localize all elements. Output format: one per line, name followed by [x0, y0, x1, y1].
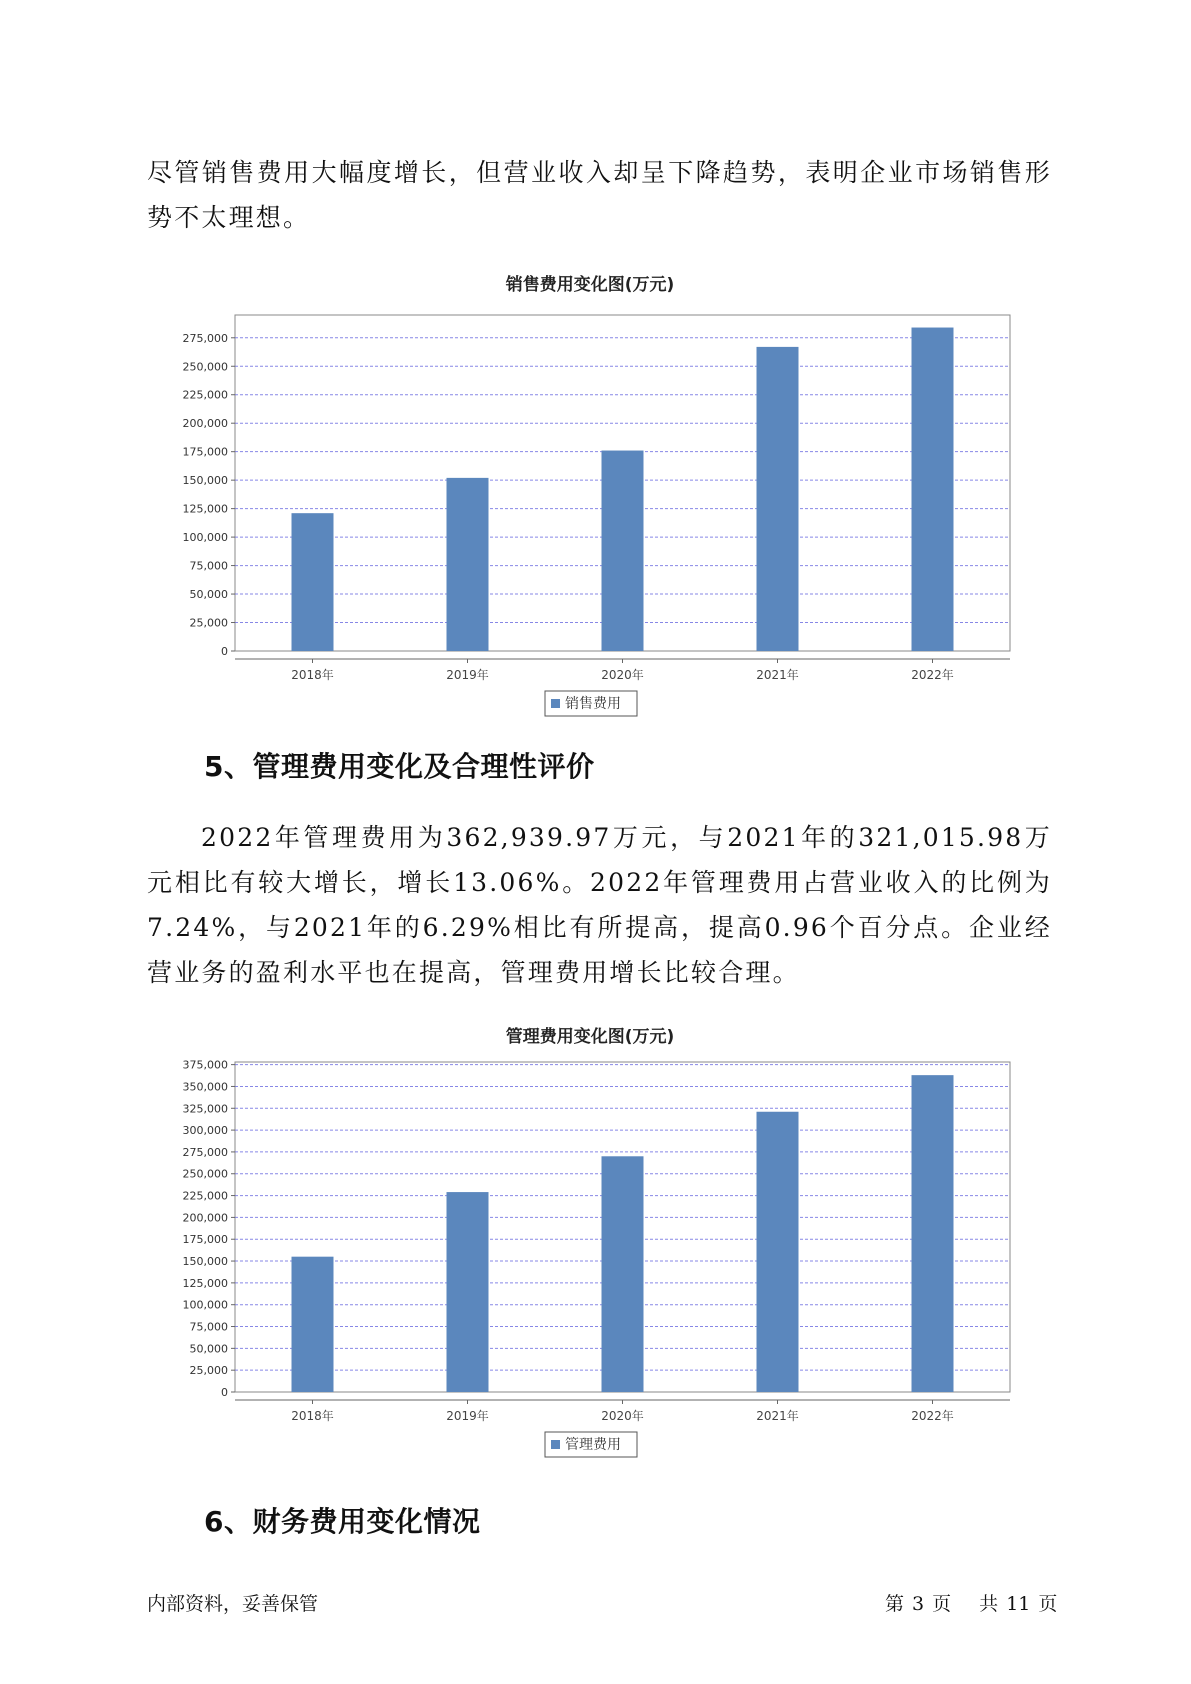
- legend-swatch: [551, 699, 560, 708]
- section-6-heading: 6、财务费用变化情况: [204, 1505, 481, 1538]
- bar-3: [602, 1156, 644, 1392]
- x-tick-label: 2018年: [291, 668, 334, 682]
- y-tick-label: 275,000: [182, 331, 228, 345]
- page-unit: 页: [932, 1593, 952, 1615]
- bar-2: [447, 478, 489, 651]
- x-tick-label: 2018年: [291, 1409, 334, 1423]
- total-prefix: 共: [979, 1593, 999, 1615]
- y-tick-label: 225,000: [182, 1189, 228, 1203]
- footer-confidential-note: 内部资料，妥善保管: [147, 1593, 319, 1615]
- admin-chart-title: 管理费用变化图(万元): [505, 1027, 675, 1047]
- y-tick-label: 125,000: [182, 502, 228, 516]
- y-tick-label: 225,000: [182, 388, 228, 402]
- x-tick-label: 2020年: [601, 1409, 644, 1423]
- y-tick-label: 375,000: [182, 1058, 228, 1072]
- y-tick-label: 50,000: [189, 1342, 228, 1356]
- bar-4: [757, 347, 799, 651]
- sales-chart-svg: [140, 296, 1040, 746]
- x-tick-label: 2022年: [911, 668, 954, 682]
- y-tick-label: 250,000: [182, 360, 228, 374]
- admin-chart-svg: [140, 1048, 1040, 1498]
- page-prefix: 第: [885, 1593, 905, 1615]
- y-tick-label: 250,000: [182, 1167, 228, 1181]
- y-tick-label: 150,000: [182, 474, 228, 488]
- y-tick-label: 25,000: [189, 616, 228, 630]
- y-tick-label: 125,000: [182, 1276, 228, 1290]
- y-tick-label: 75,000: [189, 1320, 228, 1334]
- y-tick-label: 200,000: [182, 417, 228, 431]
- bar-1: [292, 513, 334, 651]
- footer-page-info: [885, 1589, 1065, 1616]
- admin-expense-paragraph: 2022年管理费用为362,939.97万元，与2021年的321,015.98万元相比有较大增长，增长13.06%。2022年管理费用占营业收入的比例为7.24%，与2021年的6.29%相比有所提高，提高0.96个百分点。企业经营业务的盈利水平也在提高，管理费用增长比较合理。: [147, 823, 1052, 987]
- x-tick-label: 2021年: [756, 668, 799, 682]
- y-tick-label: 75,000: [189, 559, 228, 573]
- x-tick-label: 2021年: [756, 1409, 799, 1423]
- legend-label: 管理费用: [565, 1437, 621, 1453]
- bar-2: [447, 1192, 489, 1392]
- total-pages: 11: [1006, 1593, 1031, 1615]
- y-tick-label: 0: [221, 645, 228, 658]
- x-tick-label: 2019年: [446, 1409, 489, 1423]
- y-tick-label: 175,000: [182, 1233, 228, 1247]
- y-tick-label: 50,000: [189, 588, 228, 602]
- y-tick-label: 325,000: [182, 1102, 228, 1116]
- y-tick-label: 100,000: [182, 531, 228, 545]
- y-tick-label: 300,000: [182, 1124, 228, 1138]
- bar-3: [602, 451, 644, 651]
- bar-5: [912, 328, 954, 651]
- page-number: 3: [912, 1593, 925, 1615]
- x-tick-label: 2020年: [601, 668, 644, 682]
- y-tick-label: 25,000: [189, 1364, 228, 1378]
- total-unit: 页: [1038, 1593, 1058, 1615]
- y-tick-label: 0: [221, 1386, 228, 1399]
- x-tick-label: 2022年: [911, 1409, 954, 1423]
- x-tick-label: 2019年: [446, 668, 489, 682]
- y-tick-label: 150,000: [182, 1255, 228, 1269]
- legend-swatch: [551, 1440, 560, 1449]
- section-5-heading: 5、管理费用变化及合理性评价: [204, 750, 595, 783]
- y-tick-label: 350,000: [182, 1080, 228, 1094]
- y-tick-label: 175,000: [182, 445, 228, 459]
- bar-5: [912, 1075, 954, 1392]
- intro-paragraph: 尽管销售费用大幅度增长，但营业收入却呈下降趋势，表明企业市场销售形势不太理想。: [147, 158, 1052, 232]
- y-tick-label: 100,000: [182, 1298, 228, 1312]
- y-tick-label: 275,000: [182, 1145, 228, 1159]
- bar-4: [757, 1112, 799, 1392]
- legend-label: 销售费用: [565, 696, 621, 712]
- y-tick-label: 200,000: [182, 1211, 228, 1225]
- bar-1: [292, 1257, 334, 1392]
- sales-chart-title: 销售费用变化图(万元): [505, 275, 675, 295]
